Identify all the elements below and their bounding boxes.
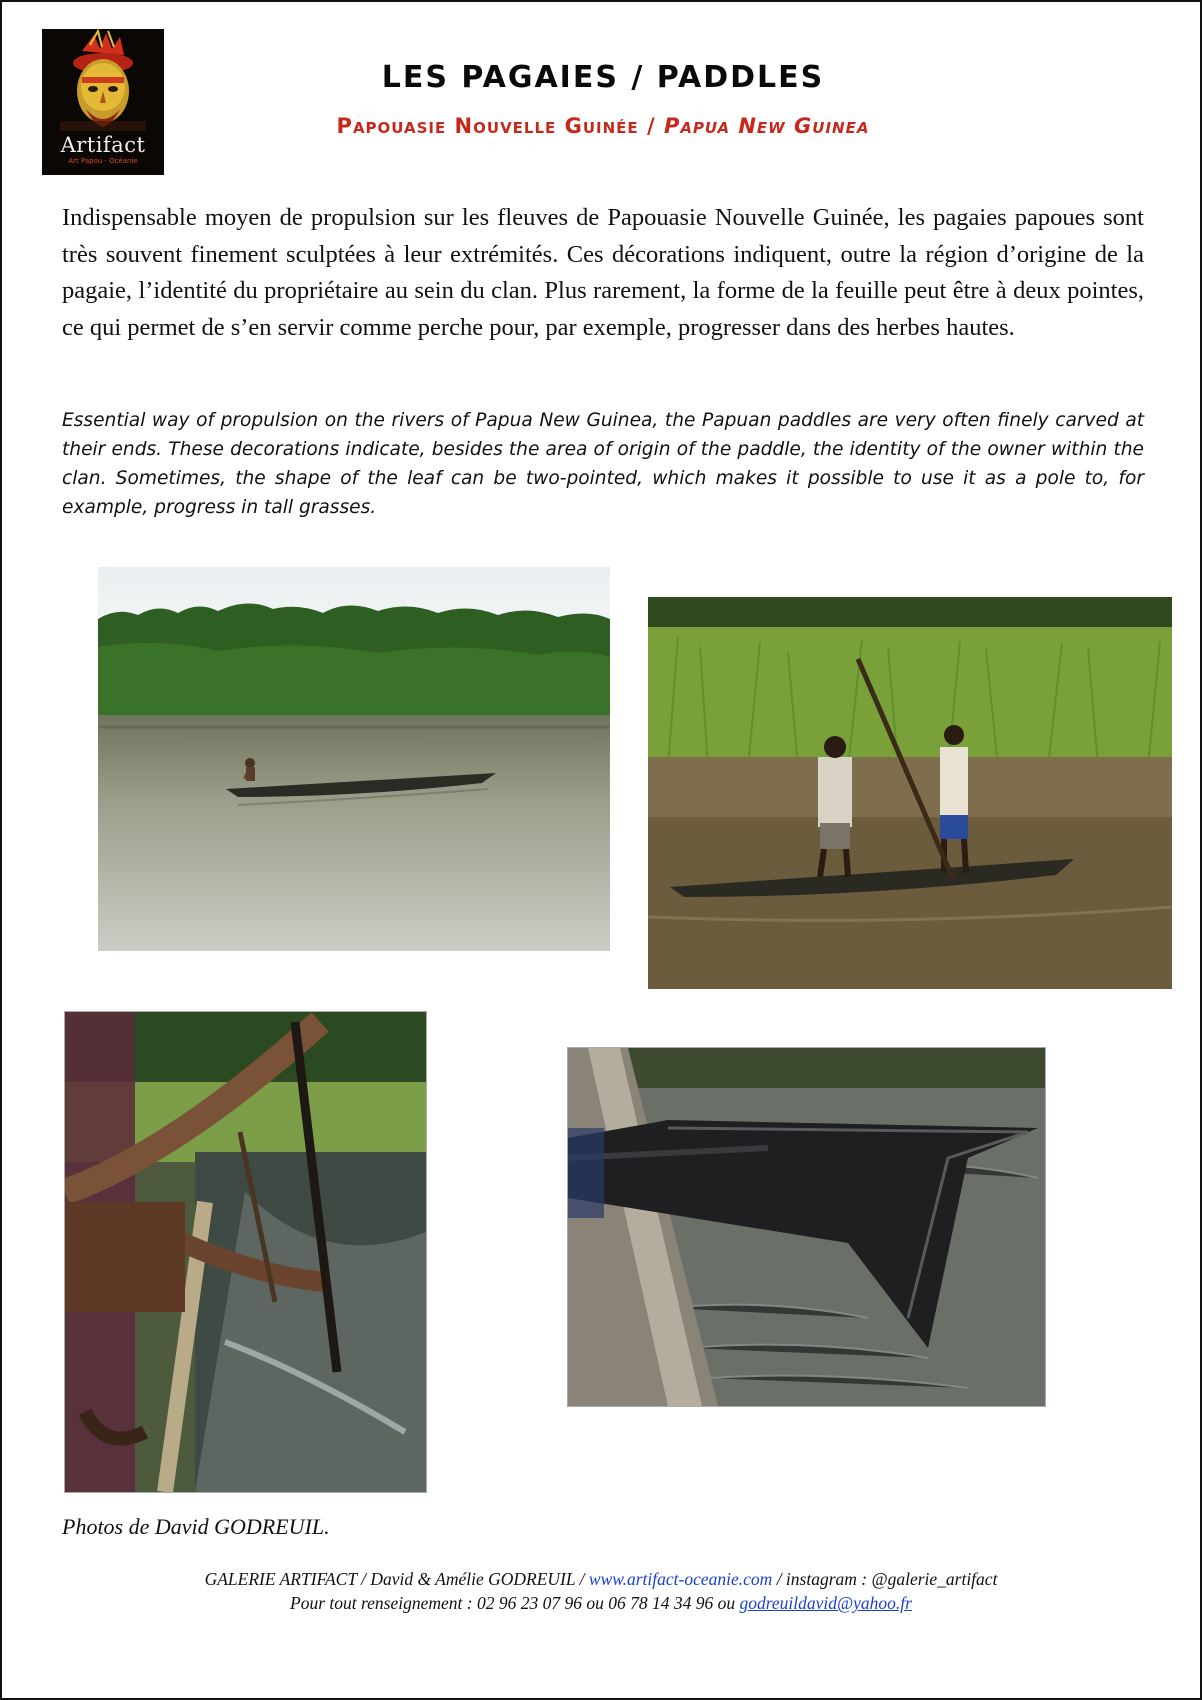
page-subtitle xyxy=(172,114,1034,138)
logo-wordmark: Artifact xyxy=(60,133,146,157)
footer-line-contact xyxy=(2,1591,1200,1615)
description-english: Essential way of propulsion on the rivers of Papua New Guinea, the Papuan paddles are very often finely carved at their ends. These decorations indicate, besides the area of origin of the paddle, the identity of the owner within the clan. Sometimes, the shape of the leaf can be two-pointed, which makes it possible to use it as a pole to, for example, progress in tall grasses. xyxy=(62,410,1144,518)
subtitle-french: Papouasie Nouvelle Guinée / xyxy=(336,114,664,138)
description-french: Indispensable moyen de propulsion sur les fleuves de Papouasie Nouvelle Guinée, les pagaies papoues sont très souvent finement sculptées à leur extrémités. Ces décorations indiquent, outre la région d’origine de la pagaie, l’identité du propriétaire au sein du clan. Plus rarement, la forme de la feuille peut être à deux pointes, ce qui permet de s’en servir comme perche pour, par exemple, progresser dans des herbes hautes. xyxy=(62,204,1144,341)
footer-contact xyxy=(2,1567,1200,1615)
email-link[interactable]: godreuildavid@yahoo.fr xyxy=(739,1593,912,1613)
photo-men-poling-canoe xyxy=(648,597,1172,989)
photo-men-paddling xyxy=(64,1011,427,1493)
footer-line-gallery xyxy=(2,1567,1200,1591)
subtitle-english: Papua New Guinea xyxy=(663,114,870,138)
artifact-logo xyxy=(42,29,164,175)
photo-credit: Photos de David GODREUIL. xyxy=(62,1514,330,1539)
photo-paddle-closeup xyxy=(567,1047,1046,1407)
logo-tagline: Art Papou · Océanie xyxy=(68,157,138,165)
footer-instagram: / instagram : @galerie_artifact xyxy=(772,1569,998,1589)
page-title: LES PAGAIES / PADDLES xyxy=(381,60,825,95)
footer-phone: Pour tout renseignement : 02 96 23 07 96 ou 06 78 14 34 96 ou xyxy=(290,1593,740,1613)
website-link[interactable]: www.artifact-oceanie.com xyxy=(588,1569,773,1589)
footer-gallery-name: GALERIE ARTIFACT / David & Amélie GODREUIL / xyxy=(204,1569,589,1589)
photo-river-canoe xyxy=(98,567,610,951)
